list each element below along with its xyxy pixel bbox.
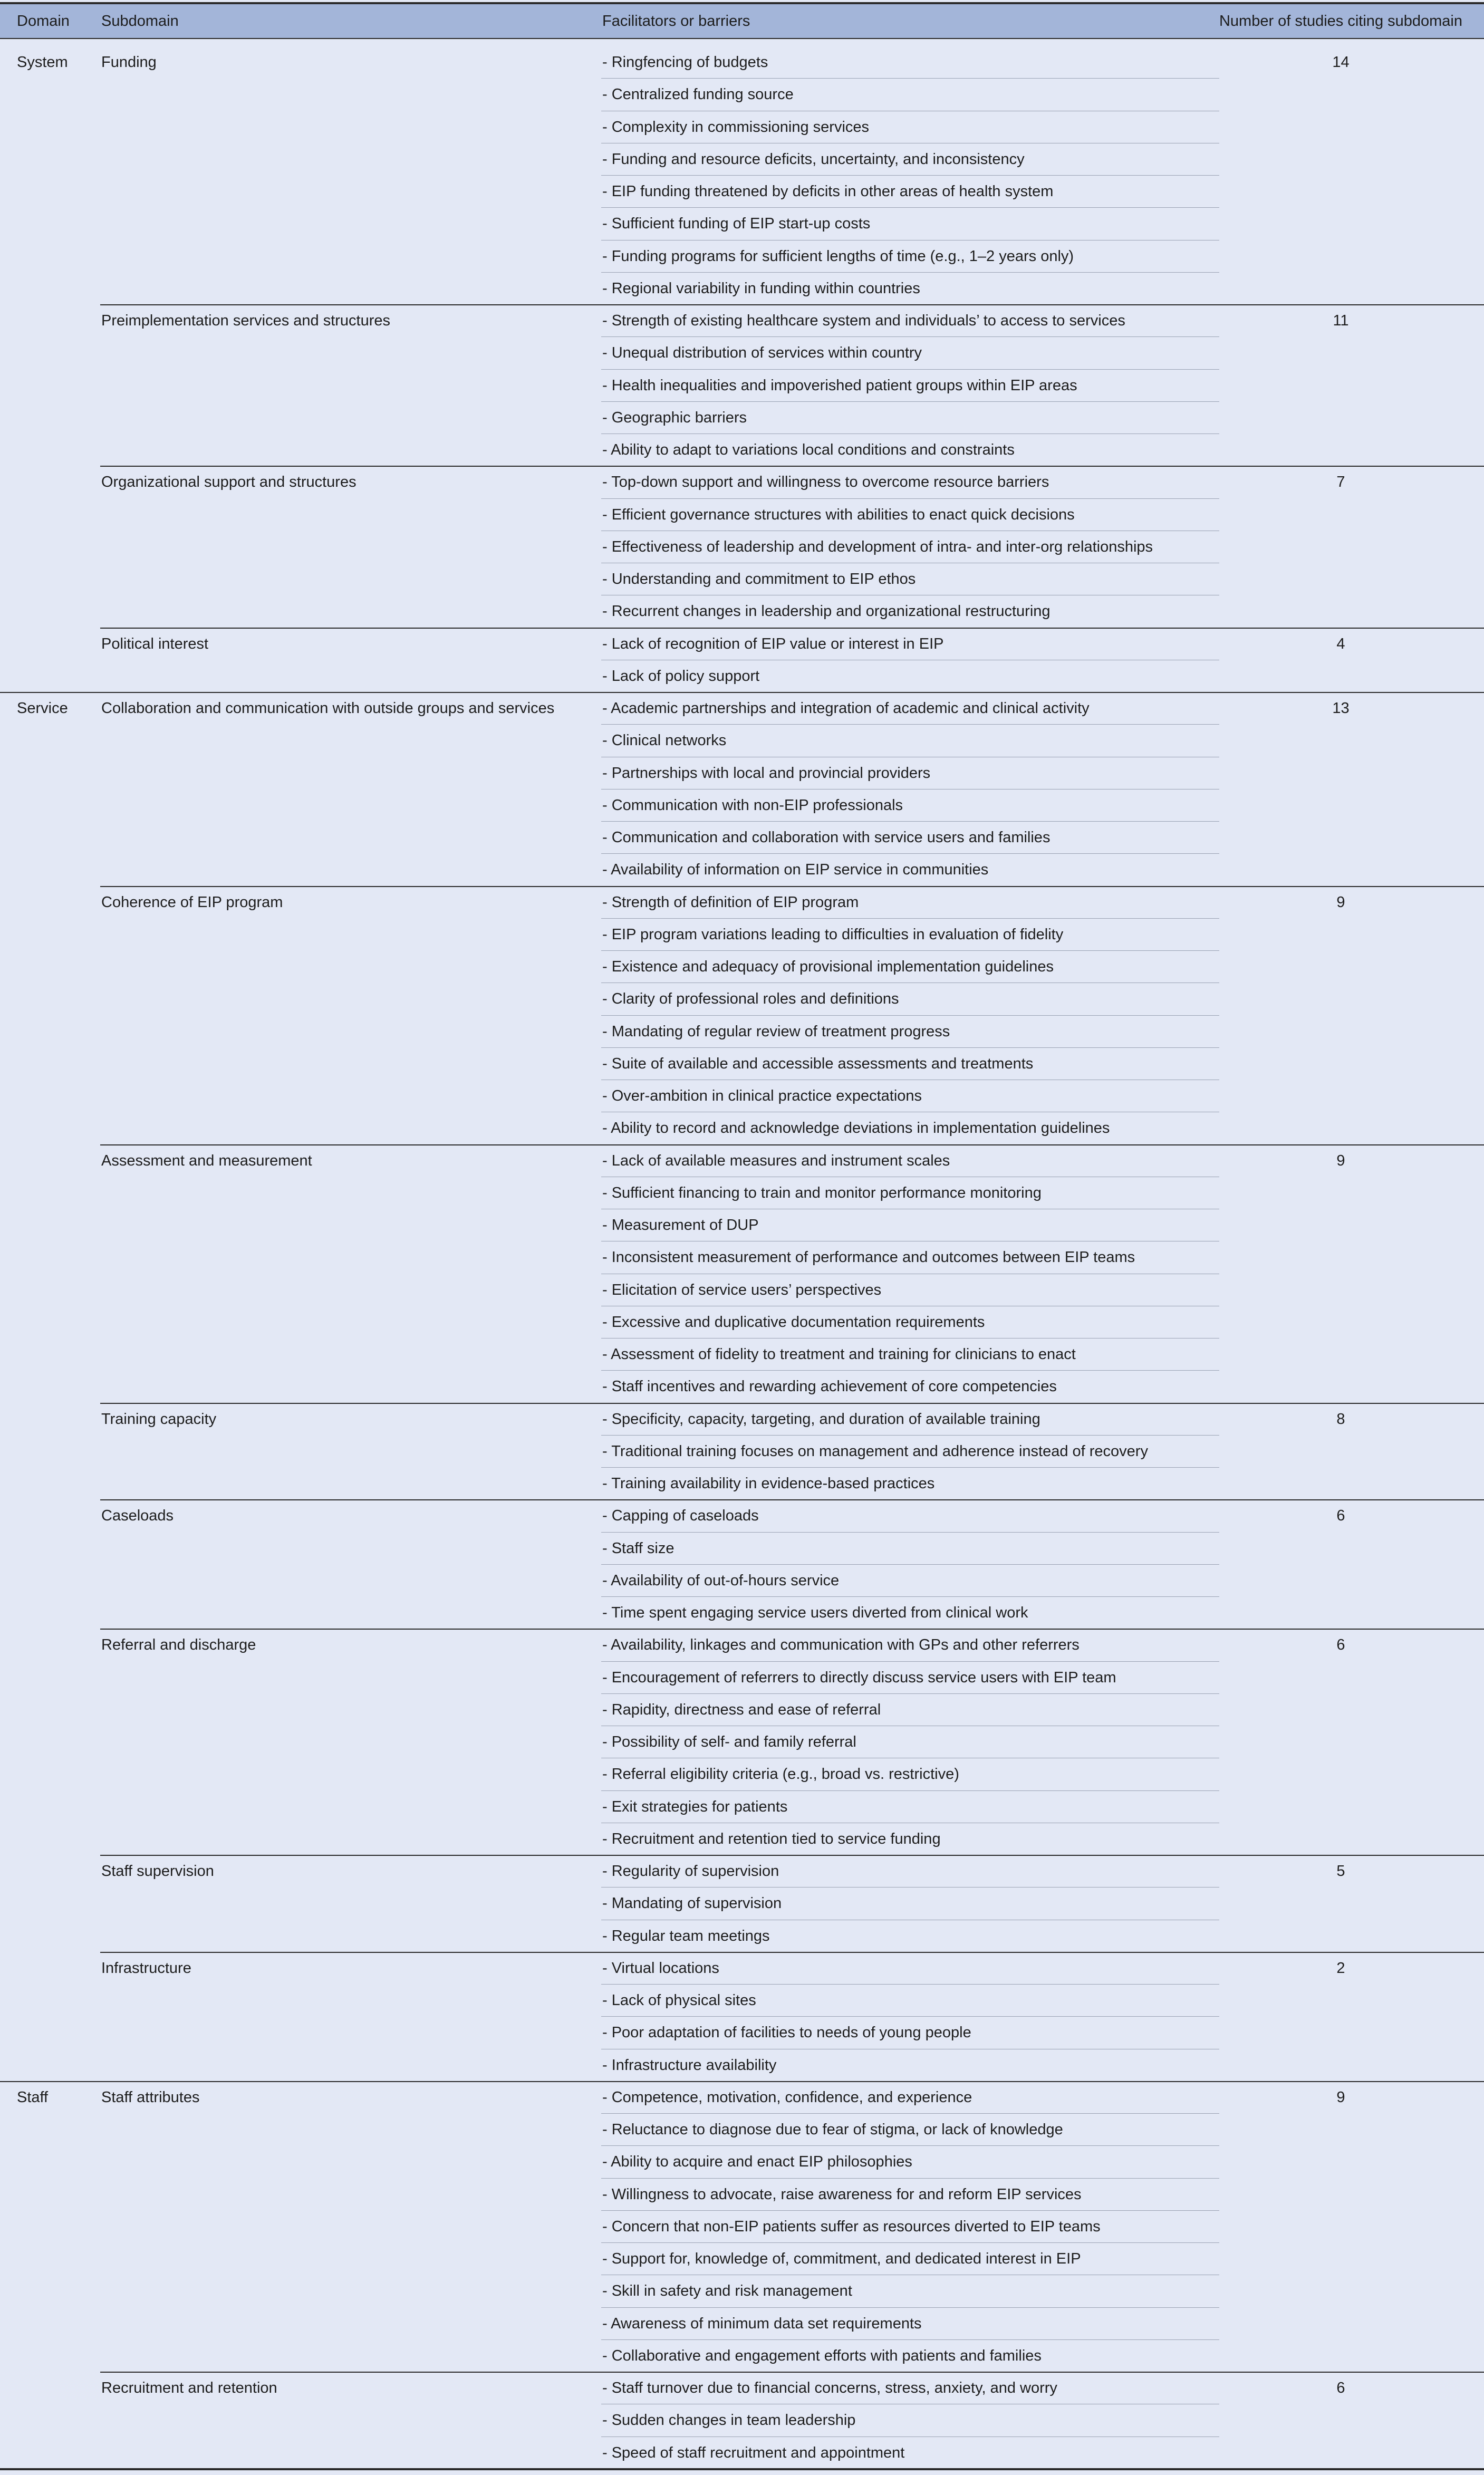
table-row (0, 1855, 1484, 1887)
factor-item: - Virtual locations (602, 1959, 719, 1977)
table-row (0, 1597, 1484, 1629)
study-count: 9 (1336, 893, 1345, 911)
table-row (0, 143, 1484, 176)
table-row (0, 2308, 1484, 2340)
factor-item: - Centralized funding source (602, 86, 794, 103)
factor-item: - Staff size (602, 1539, 674, 1557)
table-row (0, 789, 1484, 822)
study-count: 11 (1333, 312, 1349, 329)
table-row (0, 1145, 1484, 1177)
study-count: 14 (1332, 54, 1350, 71)
factor-item: - Exit strategies for patients (602, 1798, 788, 1815)
factor-item: - Recruitment and retention tied to service funding (602, 1830, 941, 1847)
subdomain-label: Collaboration and communication with outside groups and services (101, 700, 555, 717)
table-row (0, 919, 1484, 951)
table-row (0, 983, 1484, 1015)
table-row (0, 887, 1484, 919)
subdomain-label: Staff attributes (101, 2088, 200, 2106)
factor-item: - Mandating of regular review of treatment progress (602, 1023, 950, 1040)
table-row (0, 1985, 1484, 2017)
factor-item: - Rapidity, directness and ease of referral (602, 1701, 881, 1718)
factor-item: - Encouragement of referrers to directly discuss service users with EIP team (602, 1669, 1116, 1686)
factor-item: - Time spent engaging service users diverted from clinical work (602, 1604, 1028, 1621)
table-header (0, 4, 1484, 38)
table-row (0, 2275, 1484, 2307)
factor-item: - Specificity, capacity, targeting, and duration of available training (602, 1410, 1040, 1428)
table-row (0, 1403, 1484, 1436)
factor-item: - Competence, motivation, confidence, and experience (602, 2088, 972, 2106)
study-count: 8 (1336, 1410, 1345, 1428)
factor-item: - Concern that non-EIP patients suffer as resources diverted to EIP teams (602, 2218, 1101, 2235)
table-row (0, 1338, 1484, 1371)
table-row (0, 2340, 1484, 2372)
study-count: 2 (1336, 1959, 1345, 1977)
table-row (0, 2082, 1484, 2114)
factor-item: - Regional variability in funding within countries (602, 280, 920, 297)
table-row (0, 337, 1484, 369)
study-count: 5 (1336, 1863, 1345, 1880)
header-bottom-rule (0, 38, 1484, 39)
subdomain-label: Staff supervision (101, 1863, 214, 1880)
factor-item: - Awareness of minimum data set requirements (602, 2315, 922, 2332)
factor-item: - Recurrent changes in leadership and organizational restructuring (602, 603, 1051, 620)
table-row (0, 240, 1484, 273)
table-row (0, 2243, 1484, 2275)
table-row (0, 46, 1484, 79)
factor-item: - Over-ambition in clinical practice expectations (602, 1087, 922, 1104)
factor-item: - Availability of information on EIP service in communities (602, 861, 989, 879)
table-row (0, 757, 1484, 789)
factor-item: - Communication with non-EIP professionals (602, 796, 903, 814)
factor-item: - Assessment of fidelity to treatment and training for clinicians to enact (602, 1346, 1076, 1363)
table-row (0, 1080, 1484, 1112)
factor-item: - Suite of available and accessible assessments and treatments (602, 1055, 1034, 1072)
table-row (0, 208, 1484, 240)
table-row (0, 370, 1484, 402)
factor-item: - Excessive and duplicative documentation requirements (602, 1313, 985, 1331)
table-row (0, 2404, 1484, 2437)
table-row (0, 2179, 1484, 2211)
table-row (0, 1500, 1484, 1532)
factor-item: - Communication and collaboration with service users and families (602, 829, 1051, 846)
factor-item: - Regularity of supervision (602, 1863, 779, 1880)
factor-item: - Unequal distribution of services within country (602, 344, 922, 362)
subdomain-label: Infrastructure (101, 1959, 191, 1977)
factor-item: - Training availability in evidence-based practices (602, 1475, 935, 1492)
factor-item: - Support for, knowledge of, commitment, and dedicated interest in EIP (602, 2250, 1081, 2267)
factor-item: - Regular team meetings (602, 1927, 770, 1944)
table-row (0, 1048, 1484, 1080)
factor-item: - Ability to record and acknowledge deviations in implementation guidelines (602, 1120, 1110, 1137)
factor-item: - Speed of staff recruitment and appointment (602, 2444, 905, 2461)
factor-item: - Staff incentives and rewarding achievement of core competencies (602, 1378, 1057, 1395)
study-count: 9 (1336, 2088, 1345, 2106)
subdomain-label: Recruitment and retention (101, 2380, 277, 2396)
factor-item: - Geographic barriers (602, 409, 747, 426)
table-row (0, 1306, 1484, 1338)
header-domain: Domain (17, 13, 70, 30)
factor-item: - Possibility of self- and family referral (602, 1734, 856, 1750)
table-row (0, 595, 1484, 628)
factor-item: - Lack of physical sites (602, 1992, 756, 2009)
table-row (0, 1565, 1484, 1597)
factor-item: - Strength of definition of EIP program (602, 893, 859, 911)
table-row (0, 1726, 1484, 1758)
factor-item: - Skill in safety and risk management (602, 2283, 852, 2300)
table-row (0, 1241, 1484, 1274)
table-row (0, 628, 1484, 660)
factor-item: - Collaborative and engagement efforts with patients and families (602, 2347, 1042, 2364)
factor-item: - Poor adaptation of facilities to needs of young people (602, 2024, 971, 2041)
factor-item: - Referral eligibility criteria (e.g., broad vs. restrictive) (602, 1766, 959, 1783)
factor-item: - Funding and resource deficits, uncertainty, and inconsistency (602, 150, 1025, 168)
factor-item: - Health inequalities and impoverished patient groups within EIP areas (602, 377, 1077, 394)
factor-item: - EIP program variations leading to difficulties in evaluation of fidelity (602, 926, 1064, 943)
header-top-rule (0, 2, 1484, 4)
factor-item: - Measurement of DUP (602, 1217, 759, 1234)
table-row (0, 1468, 1484, 1500)
factor-item: - Top-down support and willingness to overcome resource barriers (602, 474, 1049, 491)
table-row (0, 1694, 1484, 1726)
table-row (0, 176, 1484, 208)
factor-item: - Infrastructure availability (602, 2056, 777, 2074)
table-row (0, 1016, 1484, 1048)
subdomain-label: Preimplementation services and structures (101, 312, 391, 329)
table-row (0, 1823, 1484, 1855)
study-count: 6 (1336, 1507, 1345, 1525)
table-row (0, 1177, 1484, 1209)
domain-label: Staff (17, 2088, 49, 2106)
factor-item: - Elicitation of service users’ perspectives (602, 1281, 882, 1298)
factor-item: - Understanding and commitment to EIP ethos (602, 571, 916, 588)
table-row (0, 1209, 1484, 1241)
factor-item: - Clarity of professional roles and definitions (602, 990, 899, 1008)
factor-item: - Traditional training focuses on management and adherence instead of recovery (602, 1442, 1148, 1460)
table-row (0, 2146, 1484, 2178)
factor-item: - Mandating of supervision (602, 1895, 782, 1912)
table-row (0, 79, 1484, 111)
factor-item: - Willingness to advocate, raise awareness for and reform EIP services (602, 2185, 1082, 2203)
table-row (0, 951, 1484, 983)
table-row (0, 434, 1484, 466)
table-row (0, 2049, 1484, 2082)
factor-item: - EIP funding threatened by deficits in other areas of health system (602, 183, 1054, 200)
table-row (0, 822, 1484, 854)
factor-item: - Availability, linkages and communication with GPs and other referrers (602, 1636, 1080, 1654)
table-row (0, 111, 1484, 143)
table-row (0, 1629, 1484, 1661)
table-row (0, 1758, 1484, 1790)
study-count: 7 (1336, 474, 1345, 491)
table-row (0, 1371, 1484, 1403)
subdomain-label: Training capacity (101, 1410, 217, 1428)
header-count: Number of studies citing subdomain (1219, 13, 1462, 30)
factor-item: - Ringfencing of budgets (602, 54, 768, 71)
table-row (0, 563, 1484, 595)
table-row (0, 531, 1484, 563)
table-row (0, 725, 1484, 757)
table-row (0, 1887, 1484, 1920)
subdomain-label: Funding (101, 54, 157, 71)
factor-item: - Ability to adapt to variations local conditions and constraints (602, 441, 1015, 458)
table-row (0, 692, 1484, 725)
header-subdomain: Subdomain (101, 13, 179, 30)
table-row (0, 2437, 1484, 2469)
factor-item: - Ability to acquire and enact EIP philosophies (602, 2153, 912, 2171)
table-row (0, 2017, 1484, 2049)
table-row (0, 1112, 1484, 1144)
table-row (0, 1952, 1484, 1985)
factor-item: - Efficient governance structures with abilities to enact quick decisions (602, 506, 1075, 523)
table-bottom-rule (0, 2468, 1484, 2470)
factor-item: - Availability of out-of-hours service (602, 1572, 840, 1589)
table-row (0, 2372, 1484, 2404)
factor-item: - Reluctance to diagnose due to fear of stigma, or lack of knowledge (602, 2121, 1063, 2138)
header-factors: Facilitators or barriers (602, 13, 750, 30)
table-row (0, 1662, 1484, 1694)
study-count: 6 (1336, 2380, 1345, 2396)
factor-item: - Staff turnover due to financial concerns, stress, anxiety, and worry (602, 2380, 1057, 2396)
subdomain-label: Caseloads (101, 1507, 174, 1525)
table-row (0, 499, 1484, 531)
domain-label: System (17, 54, 68, 71)
table-row (0, 1533, 1484, 1565)
table-row (0, 1791, 1484, 1823)
factor-item: - Partnerships with local and provincial providers (602, 764, 931, 782)
table-row (0, 402, 1484, 434)
subdomain-label: Referral and discharge (101, 1636, 256, 1654)
factor-item: - Inconsistent measurement of performance and outcomes between EIP teams (602, 1249, 1135, 1266)
table-row (0, 1920, 1484, 1952)
table-row (0, 1436, 1484, 1468)
subdomain-label: Assessment and measurement (101, 1152, 312, 1169)
factor-item: - Academic partnerships and integration of academic and clinical activity (602, 700, 1090, 717)
table-row (0, 273, 1484, 305)
factor-item: - Sudden changes in team leadership (602, 2412, 856, 2429)
factor-item: - Clinical networks (602, 732, 727, 749)
domain-label: Service (17, 700, 68, 717)
factor-item: - Lack of recognition of EIP value or interest in EIP (602, 635, 944, 652)
factor-item: - Capping of caseloads (602, 1507, 759, 1525)
table-row (0, 660, 1484, 692)
factor-item: - Lack of policy support (602, 667, 760, 685)
factor-item: - Strength of existing healthcare system and individuals’ to access to services (602, 312, 1125, 329)
factor-item: - Sufficient funding of EIP start-up costs (602, 215, 871, 233)
subdomain-label: Organizational support and structures (101, 474, 356, 491)
table-row (0, 466, 1484, 498)
table-row (0, 305, 1484, 337)
factor-item: - Complexity in commissioning services (602, 118, 870, 136)
study-count: 9 (1336, 1152, 1345, 1169)
table-row (0, 1274, 1484, 1306)
table-row (0, 2211, 1484, 2243)
factor-item: - Lack of available measures and instrument scales (602, 1152, 950, 1169)
factor-item: - Sufficient financing to train and monitor performance monitoring (602, 1184, 1042, 1201)
table-row (0, 854, 1484, 886)
study-count: 6 (1336, 1636, 1345, 1654)
factor-item: - Effectiveness of leadership and development of intra- and inter-org relationships (602, 538, 1153, 555)
subdomain-label: Political interest (101, 635, 209, 652)
study-count: 13 (1332, 700, 1350, 717)
factor-item: - Existence and adequacy of provisional implementation guidelines (602, 958, 1054, 975)
study-count: 4 (1336, 635, 1345, 652)
subdomain-label: Coherence of EIP program (101, 893, 283, 911)
factor-item: - Funding programs for sufficient lengths of time (e.g., 1–2 years only) (602, 247, 1074, 265)
table-row (0, 2114, 1484, 2146)
